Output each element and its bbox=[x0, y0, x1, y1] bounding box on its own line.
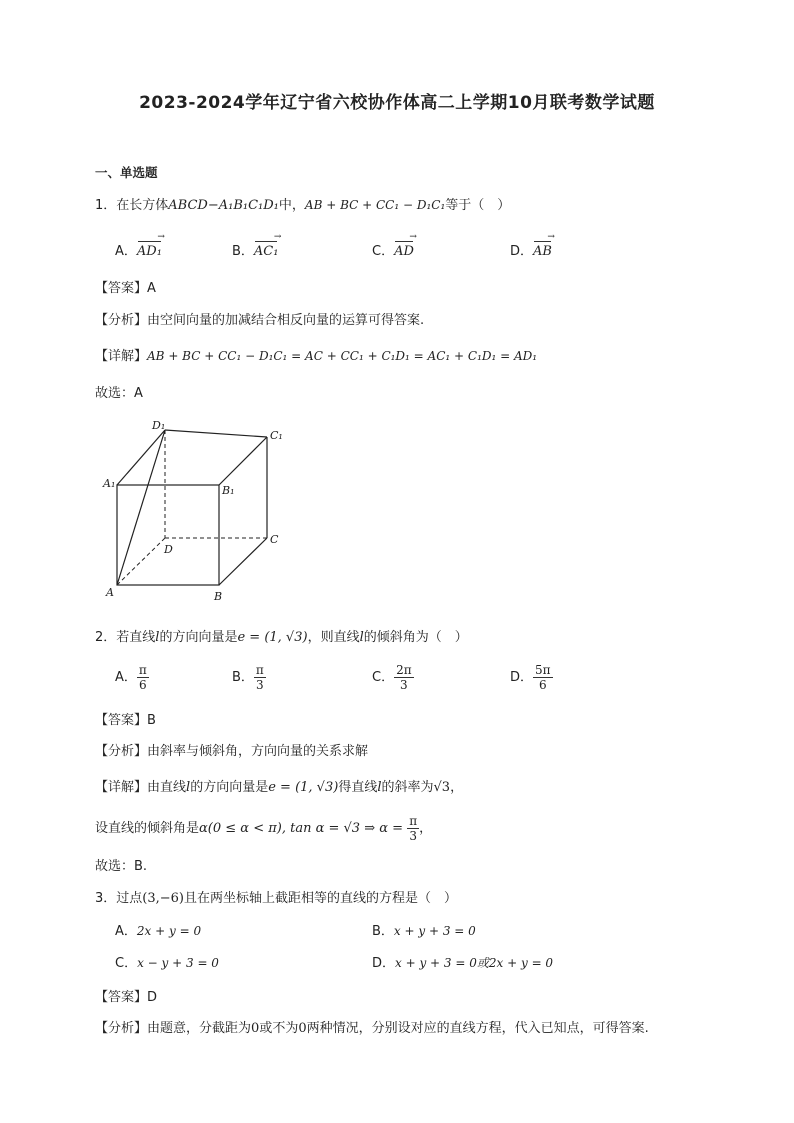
q3-option-b bbox=[372, 920, 476, 939]
direction-vector: e = (1, √3) bbox=[237, 630, 308, 645]
q2-analysis bbox=[95, 740, 368, 759]
denominator: 3 bbox=[256, 678, 264, 692]
angle-fraction bbox=[407, 814, 419, 843]
q2-stem-suffix: ，则直线 bbox=[307, 630, 360, 645]
line-symbol: l bbox=[377, 780, 382, 795]
option-value: x + y + 3 = 0 bbox=[393, 924, 476, 938]
numerator: 2π bbox=[396, 663, 412, 677]
label-b: B bbox=[214, 590, 223, 603]
detail-text: ， bbox=[450, 780, 464, 795]
line-symbol: l bbox=[359, 630, 364, 645]
q2-detail-line2 bbox=[95, 814, 432, 843]
q2-stem bbox=[95, 626, 468, 645]
option-letter: D． bbox=[510, 244, 534, 259]
label-a: A bbox=[106, 586, 114, 599]
option-letter: B． bbox=[232, 244, 254, 259]
analysis-tag: 【分析】 bbox=[95, 1021, 148, 1036]
edge-a1d1 bbox=[117, 430, 165, 485]
q2-option-c bbox=[372, 663, 414, 692]
option-letter: A． bbox=[115, 244, 137, 259]
edge-b1c1 bbox=[219, 437, 267, 485]
cuboid-figure bbox=[100, 415, 300, 605]
detail-text: 的方向向量是 bbox=[190, 780, 269, 795]
q3-option-d bbox=[372, 952, 553, 971]
q1-stem-suffix: 等于（ ） bbox=[445, 198, 511, 213]
denominator: 6 bbox=[538, 678, 547, 692]
label-a1: A₁ bbox=[103, 477, 116, 490]
q2-option-a bbox=[115, 663, 149, 692]
analysis-text: 或不为 bbox=[259, 1021, 299, 1036]
q3-answer bbox=[95, 986, 157, 1005]
q3-option-a bbox=[115, 920, 201, 939]
line-symbol: l bbox=[155, 630, 160, 645]
option-letter: A． bbox=[115, 670, 137, 685]
detail-text: 的斜率为 bbox=[381, 780, 434, 795]
q1-option-b bbox=[232, 240, 278, 259]
detail-text: ， bbox=[419, 821, 433, 836]
option-value: AD₁ → bbox=[137, 244, 162, 259]
option-letter: C． bbox=[115, 956, 138, 971]
q1-option-a bbox=[115, 240, 162, 259]
answer-tag: 【答案】 bbox=[95, 990, 148, 1005]
detail-text: 得直线 bbox=[338, 780, 378, 795]
option-letter: A． bbox=[115, 924, 137, 939]
detail-tag: 【详解】 bbox=[95, 349, 148, 364]
q3-stem bbox=[95, 887, 457, 906]
q1-stem bbox=[95, 194, 510, 213]
option-value: AB → bbox=[533, 244, 552, 259]
line-symbol: l bbox=[186, 780, 191, 795]
slope-value: √3 bbox=[433, 780, 451, 795]
q3-option-c bbox=[115, 952, 219, 971]
diagonal-ad1 bbox=[117, 430, 165, 585]
q2-option-d bbox=[510, 663, 553, 692]
answer-value: A bbox=[147, 281, 156, 296]
q2-option-b bbox=[232, 663, 266, 692]
numerator: π bbox=[255, 663, 264, 677]
detail-text: 设直线的倾斜角是 bbox=[95, 821, 200, 836]
q2-choose: 故选：B. bbox=[95, 859, 148, 874]
answer-value: D bbox=[147, 990, 158, 1005]
q1-vector-expression: AB + BC + CC₁ − D₁C₁ bbox=[304, 198, 446, 212]
option-letter: C． bbox=[372, 670, 395, 685]
option-letter: B． bbox=[372, 924, 394, 939]
q2-answer bbox=[95, 709, 156, 728]
analysis-tag: 【分析】 bbox=[95, 744, 148, 759]
denominator: 3 bbox=[409, 829, 417, 843]
option-letter: C． bbox=[372, 244, 395, 259]
answer-tag: 【答案】 bbox=[95, 281, 148, 296]
given-point: (3,−6) bbox=[142, 891, 184, 906]
q1-analysis bbox=[95, 309, 424, 328]
analysis-text: 由斜率与倾斜角，方向向量的关系求解 bbox=[147, 744, 369, 759]
q1-stem-prefix: 1．在长方体 bbox=[95, 198, 169, 213]
q2-stem-mid: 的方向向量是 bbox=[159, 630, 238, 645]
denominator: 6 bbox=[139, 678, 147, 692]
detail-tag: 【详解】 bbox=[95, 780, 148, 795]
option-value: AD → bbox=[394, 244, 414, 259]
answer-tag: 【答案】 bbox=[95, 713, 148, 728]
detail-expression: AB + BC + CC₁ − D₁C₁ = AC + CC₁ + C₁D₁ = AC₁ + C₁D₁ = AD₁ bbox=[147, 349, 538, 363]
analysis-text: 由题意，分截距为 bbox=[147, 1021, 252, 1036]
q1-option-c bbox=[372, 240, 414, 259]
label-c: C bbox=[270, 533, 279, 546]
q1-detail bbox=[95, 345, 537, 364]
denominator: 3 bbox=[400, 678, 408, 692]
detail-text: 由直线 bbox=[147, 780, 187, 795]
option-letter: D． bbox=[510, 670, 534, 685]
option-fraction bbox=[394, 663, 414, 692]
edge-bc bbox=[219, 538, 267, 585]
q2-stem-prefix: 2．若直线 bbox=[95, 630, 156, 645]
direction-vector: e = (1, √3) bbox=[268, 780, 339, 795]
analysis-tag: 【分析】 bbox=[95, 313, 148, 328]
q3-analysis bbox=[95, 1017, 649, 1036]
q2-stem-end: 的倾斜角为（ ） bbox=[363, 630, 468, 645]
q1-answer bbox=[95, 277, 156, 296]
label-b1: B₁ bbox=[222, 484, 235, 497]
q3-stem-prefix: 3．过点 bbox=[95, 891, 143, 906]
label-d1: D₁ bbox=[152, 419, 166, 432]
q3-stem-suffix: 且在两坐标轴上截距相等的直线的方程是（ ） bbox=[184, 891, 458, 906]
q1-box-name: ABCD−A₁B₁C₁D₁ bbox=[168, 198, 279, 213]
q1-choose: 故选：A bbox=[95, 386, 143, 401]
edge-d1c1 bbox=[165, 430, 267, 437]
analysis-text: 由空间向量的加减结合相反向量的运算可得答案. bbox=[147, 313, 425, 328]
answer-value: B bbox=[147, 713, 156, 728]
label-d: D bbox=[164, 543, 173, 556]
option-fraction bbox=[254, 663, 266, 692]
option-value: x − y + 3 = 0 bbox=[137, 956, 219, 970]
option-fraction bbox=[137, 663, 149, 692]
numerator: π bbox=[138, 663, 147, 677]
label-c1: C₁ bbox=[270, 429, 283, 442]
option-letter: B． bbox=[232, 670, 254, 685]
analysis-text: 两种情况，分别设对应的直线方程，代入已知点，可得答案. bbox=[306, 1021, 649, 1036]
numerator: π bbox=[409, 814, 418, 828]
q2-detail bbox=[95, 776, 463, 795]
numerator: 5π bbox=[535, 663, 551, 677]
option-fraction bbox=[533, 663, 553, 692]
angle-expression: α(0 ≤ α < π), tan α = √3 ⇒ α = bbox=[199, 821, 404, 836]
option-value: x + y + 3 = 0或2x + y = 0 bbox=[395, 956, 554, 970]
option-value: AC₁ → bbox=[254, 244, 279, 259]
section-heading: 一、单选题 bbox=[95, 165, 158, 180]
option-letter: D． bbox=[372, 956, 396, 971]
q1-stem-mid: 中， bbox=[278, 198, 305, 213]
q1-option-d bbox=[510, 240, 552, 259]
zero-value: 0 bbox=[298, 1021, 307, 1036]
page-title: 2023-2024学年辽宁省六校协作体高二上学期10月联考数学试题 bbox=[139, 93, 655, 113]
zero-value: 0 bbox=[251, 1021, 260, 1036]
option-value: 2x + y = 0 bbox=[136, 924, 202, 938]
